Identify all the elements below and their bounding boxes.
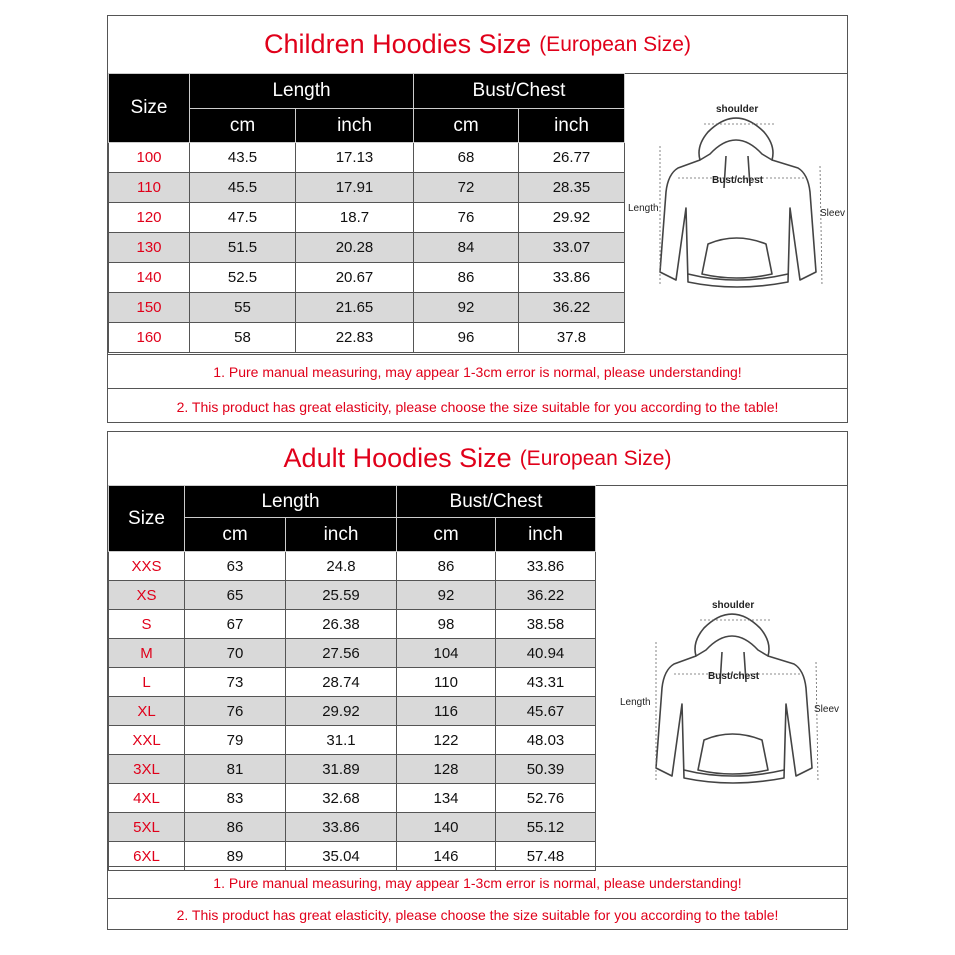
value-cell: 68: [414, 143, 519, 173]
value-cell: 89: [185, 842, 286, 871]
adult-note-1: 1. Pure manual measuring, may appear 1-3cm error is normal, please understanding!: [108, 866, 847, 899]
table-row: [109, 233, 625, 263]
header-length-inch: inch: [296, 109, 414, 143]
value-cell: 28.74: [286, 668, 397, 697]
table-row: [109, 639, 596, 668]
value-cell: 24.8: [286, 552, 397, 581]
children-figure-sleeve: Sleev: [820, 208, 846, 219]
adult-figure-shoulder: shoulder: [712, 600, 755, 611]
value-cell: 40.94: [496, 639, 596, 668]
adult-table-body: [109, 552, 596, 871]
value-cell: 57.48: [496, 842, 596, 871]
value-cell: 86: [397, 552, 496, 581]
value-cell: 73: [185, 668, 286, 697]
value-cell: 27.56: [286, 639, 397, 668]
size-cell: 130: [109, 233, 190, 263]
value-cell: 92: [414, 293, 519, 323]
table-row: [109, 552, 596, 581]
hoodie-outline-icon: [626, 96, 848, 311]
value-cell: 110: [397, 668, 496, 697]
value-cell: 50.39: [496, 755, 596, 784]
value-cell: 55: [190, 293, 296, 323]
value-cell: 37.8: [519, 323, 625, 353]
value-cell: 86: [185, 813, 286, 842]
table-row: [109, 143, 625, 173]
value-cell: 52.76: [496, 784, 596, 813]
value-cell: 33.86: [496, 552, 596, 581]
adult-size-panel: [107, 431, 848, 930]
table-row: [109, 610, 596, 639]
size-cell: 140: [109, 263, 190, 293]
table-row: [109, 697, 596, 726]
value-cell: 22.83: [296, 323, 414, 353]
value-cell: 29.92: [286, 697, 397, 726]
children-hoodie-diagram: [626, 96, 848, 311]
value-cell: 17.91: [296, 173, 414, 203]
adult-size-table: [108, 485, 596, 871]
table-row: [109, 726, 596, 755]
table-row: [109, 784, 596, 813]
value-cell: 36.22: [496, 581, 596, 610]
value-cell: 28.35: [519, 173, 625, 203]
header-bust-inch: inch: [519, 109, 625, 143]
value-cell: 25.59: [286, 581, 397, 610]
size-cell: 3XL: [109, 755, 185, 784]
size-cell: 160: [109, 323, 190, 353]
size-cell: 150: [109, 293, 190, 323]
value-cell: 96: [414, 323, 519, 353]
header-length: Length: [185, 486, 397, 518]
value-cell: 122: [397, 726, 496, 755]
children-figure-bust: Bust/chest: [712, 175, 764, 186]
size-cell: S: [109, 610, 185, 639]
adult-figure-length: Length: [620, 697, 651, 708]
children-title-sub: (European Size): [539, 32, 691, 56]
header-length-inch: inch: [286, 518, 397, 552]
size-cell: XXL: [109, 726, 185, 755]
header-bust: Bust/Chest: [397, 486, 596, 518]
header-bust-inch: inch: [496, 518, 596, 552]
size-cell: 100: [109, 143, 190, 173]
children-note-2: 2. This product has great elasticity, please choose the size suitable for you according to the table!: [108, 388, 847, 424]
size-cell: 120: [109, 203, 190, 233]
value-cell: 52.5: [190, 263, 296, 293]
adult-title: [108, 432, 847, 486]
value-cell: 17.13: [296, 143, 414, 173]
value-cell: 92: [397, 581, 496, 610]
children-figure-shoulder: shoulder: [716, 104, 759, 115]
value-cell: 65: [185, 581, 286, 610]
size-cell: 110: [109, 173, 190, 203]
value-cell: 31.89: [286, 755, 397, 784]
value-cell: 47.5: [190, 203, 296, 233]
header-length-cm: cm: [185, 518, 286, 552]
value-cell: 45.5: [190, 173, 296, 203]
table-row: [109, 755, 596, 784]
value-cell: 45.67: [496, 697, 596, 726]
value-cell: 36.22: [519, 293, 625, 323]
size-cell: 6XL: [109, 842, 185, 871]
value-cell: 35.04: [286, 842, 397, 871]
value-cell: 33.86: [519, 263, 625, 293]
value-cell: 51.5: [190, 233, 296, 263]
value-cell: 128: [397, 755, 496, 784]
header-length: Length: [190, 74, 414, 109]
value-cell: 86: [414, 263, 519, 293]
children-size-table: [108, 73, 625, 353]
table-row: [109, 323, 625, 353]
header-bust-cm: cm: [414, 109, 519, 143]
value-cell: 81: [185, 755, 286, 784]
value-cell: 84: [414, 233, 519, 263]
adult-figure-bust: Bust/chest: [708, 671, 760, 682]
value-cell: 21.65: [296, 293, 414, 323]
children-note-1: 1. Pure manual measuring, may appear 1-3cm error is normal, please understanding!: [108, 354, 847, 389]
value-cell: 26.38: [286, 610, 397, 639]
size-cell: XXS: [109, 552, 185, 581]
value-cell: 104: [397, 639, 496, 668]
adult-note-2: 2. This product has great elasticity, please choose the size suitable for you according to the table!: [108, 898, 847, 931]
value-cell: 70: [185, 639, 286, 668]
size-cell: 4XL: [109, 784, 185, 813]
table-row: [109, 173, 625, 203]
table-row: [109, 581, 596, 610]
size-cell: M: [109, 639, 185, 668]
size-cell: 5XL: [109, 813, 185, 842]
value-cell: 134: [397, 784, 496, 813]
header-size: Size: [109, 486, 185, 552]
children-title: [108, 16, 847, 74]
table-row: [109, 263, 625, 293]
value-cell: 43.5: [190, 143, 296, 173]
value-cell: 18.7: [296, 203, 414, 233]
value-cell: 20.28: [296, 233, 414, 263]
adult-title-main: Adult Hoodies Size: [283, 443, 512, 473]
table-row: [109, 203, 625, 233]
value-cell: 55.12: [496, 813, 596, 842]
header-length-cm: cm: [190, 109, 296, 143]
value-cell: 140: [397, 813, 496, 842]
adult-figure-sleeve: Sleev: [814, 704, 840, 715]
value-cell: 38.58: [496, 610, 596, 639]
value-cell: 33.07: [519, 233, 625, 263]
value-cell: 98: [397, 610, 496, 639]
value-cell: 116: [397, 697, 496, 726]
children-size-panel: [107, 15, 848, 423]
value-cell: 29.92: [519, 203, 625, 233]
value-cell: 72: [414, 173, 519, 203]
value-cell: 32.68: [286, 784, 397, 813]
value-cell: 43.31: [496, 668, 596, 697]
value-cell: 83: [185, 784, 286, 813]
children-figure-length: Length: [628, 203, 659, 214]
children-title-main: Children Hoodies Size: [264, 29, 532, 59]
value-cell: 31.1: [286, 726, 397, 755]
size-cell: XL: [109, 697, 185, 726]
children-table-body: [109, 143, 625, 353]
adult-title-sub: (European Size): [519, 446, 672, 470]
header-bust: Bust/Chest: [414, 74, 625, 109]
value-cell: 58: [190, 323, 296, 353]
value-cell: 33.86: [286, 813, 397, 842]
value-cell: 20.67: [296, 263, 414, 293]
size-cell: XS: [109, 581, 185, 610]
value-cell: 146: [397, 842, 496, 871]
hoodie-outline-icon: [618, 592, 844, 807]
table-row: [109, 813, 596, 842]
table-row: [109, 668, 596, 697]
value-cell: 76: [414, 203, 519, 233]
value-cell: 26.77: [519, 143, 625, 173]
value-cell: 67: [185, 610, 286, 639]
table-row: [109, 293, 625, 323]
value-cell: 48.03: [496, 726, 596, 755]
value-cell: 79: [185, 726, 286, 755]
adult-hoodie-diagram: [618, 592, 844, 807]
value-cell: 63: [185, 552, 286, 581]
value-cell: 76: [185, 697, 286, 726]
header-size: Size: [109, 74, 190, 143]
header-bust-cm: cm: [397, 518, 496, 552]
size-cell: L: [109, 668, 185, 697]
